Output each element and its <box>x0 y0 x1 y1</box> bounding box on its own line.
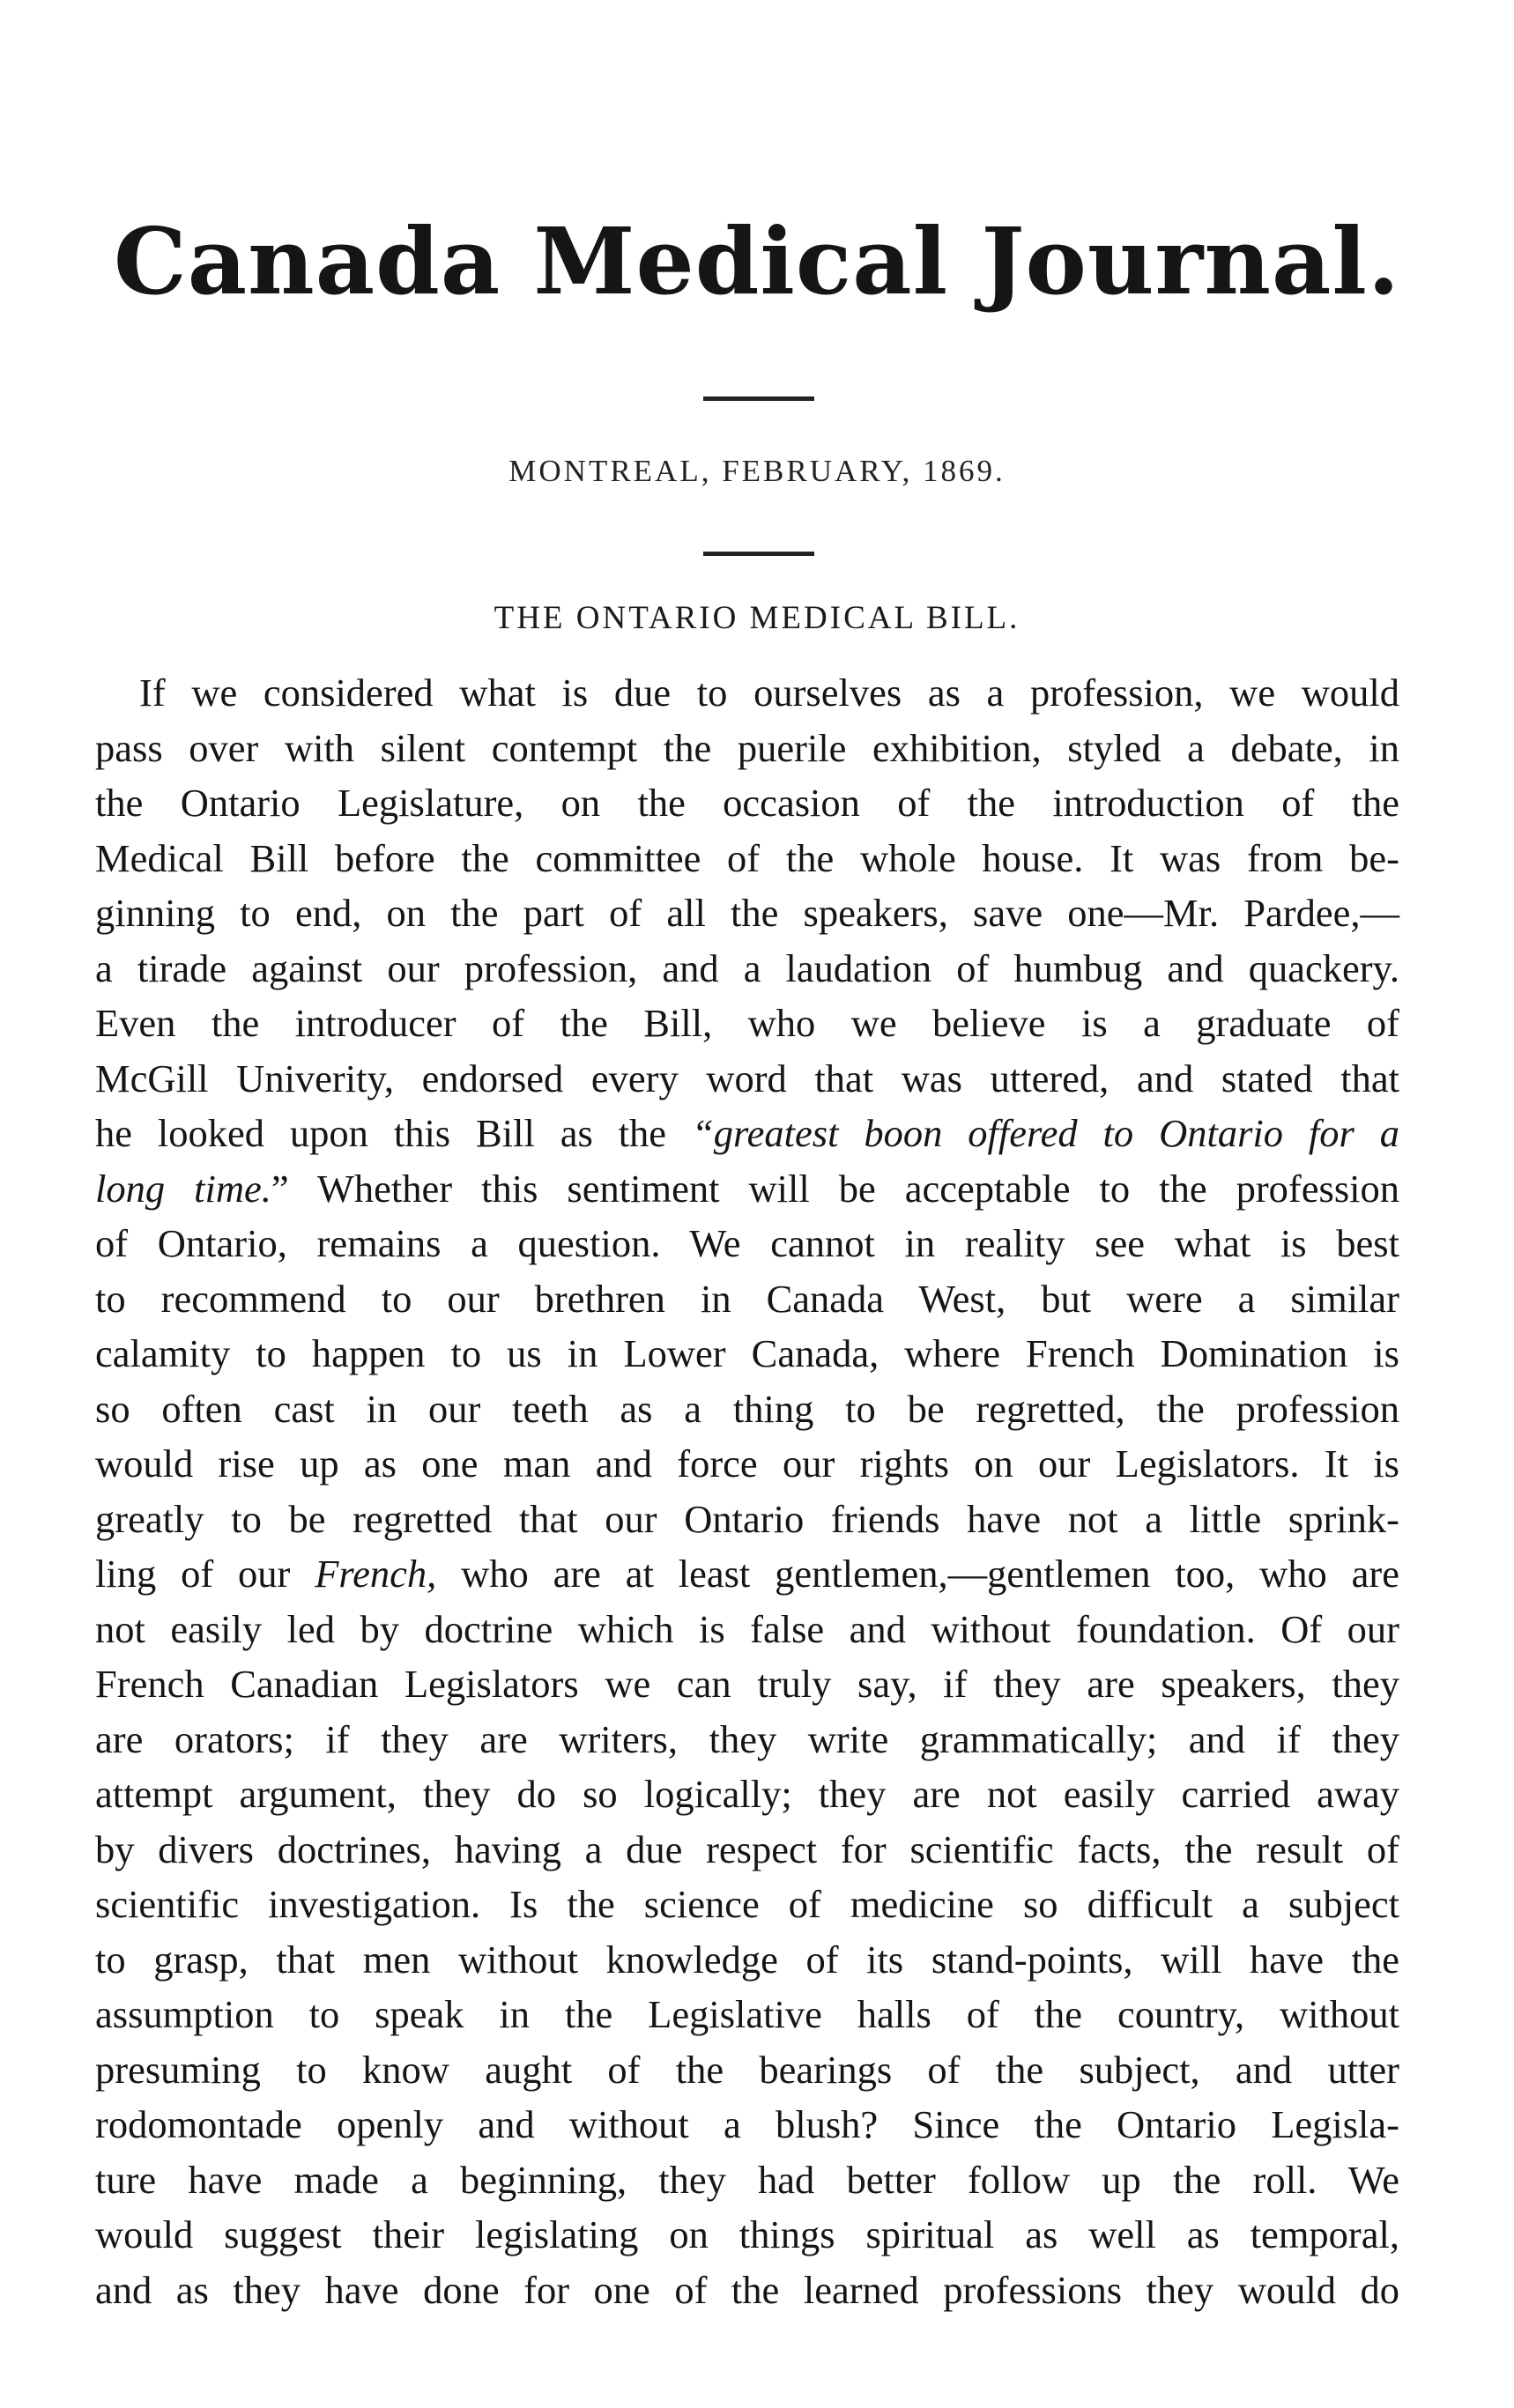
text-line: would rise up as one man and force our rights on our Legislators. It is <box>95 1441 1399 1486</box>
text-line: would suggest their legislating on things spiritual as well as temporal, <box>95 2212 1399 2256</box>
text-line: rodomontade openly and without a blush? Since the Ontario Legisla- <box>95 2102 1399 2146</box>
italic-word: French, <box>315 1552 437 1596</box>
text-line: Even the introducer of the Bill, who we believe is a graduate of <box>95 1001 1399 1045</box>
text-line: to recommend to our brethren in Canada West, but were a similar <box>95 1276 1399 1321</box>
italic-quote: “greatest boon offered to Ontario for a <box>691 1111 1399 1155</box>
text-line: Medical Bill before the committee of the whole house. It was from be- <box>95 835 1399 880</box>
text-line: ture have made a beginning, they had better follow up the roll. We <box>95 2157 1399 2202</box>
text-line: French Canadian Legislators we can truly say, if they are speakers, they <box>95 1662 1399 1706</box>
text-line: greatly to be regretted that our Ontario friends have not a little sprink- <box>95 1496 1399 1541</box>
text-segment: ling of our <box>95 1552 315 1596</box>
journal-masthead: Canada Medical Journal. <box>113 207 1401 315</box>
text-line: calamity to happen to us in Lower Canada, where French Domination is <box>95 1331 1399 1375</box>
text-line: the Ontario Legislature, on the occasion of the introduction of the <box>95 781 1399 825</box>
text-line: a tirade against our profession, and a laudation of humbug and quackery. <box>95 945 1399 990</box>
text-line: of Ontario, remains a question. We cannot in reality see what is best <box>95 1221 1399 1265</box>
text-segment: ” Whether this sentiment will be acceptable to the profession <box>271 1166 1399 1211</box>
text-line <box>95 1546 1399 1602</box>
text-line: not easily led by doctrine which is false and without foundation. Of our <box>95 1606 1399 1651</box>
dateline-rule <box>703 552 814 556</box>
text-line: ginning to end, on the part of all the speakers, save one—Mr. Pardee,— <box>95 891 1399 935</box>
text-line <box>95 1161 1399 1217</box>
text-line: are orators; if they are writers, they write grammatically; and if they <box>95 1716 1399 1761</box>
article-body <box>95 665 1399 2317</box>
text-line <box>95 1106 1399 1161</box>
text-line: attempt argument, they do so logically; they are not easily carried away <box>95 1772 1399 1816</box>
text-segment: who are at least gentlemen,—gentlemen too, who are <box>436 1552 1399 1596</box>
text-line: scientific investigation. Is the science of medicine so difficult a subject <box>95 1882 1399 1926</box>
masthead-rule <box>703 396 814 401</box>
text-line: by divers doctrines, having a due respect for scientific facts, the result of <box>95 1826 1399 1871</box>
text-line: and as they have done for one of the learned professions they would do <box>95 2267 1399 2312</box>
dateline: MONTREAL, FEBRUARY, 1869. <box>508 454 1006 488</box>
text-line: pass over with silent contempt the puerile exhibition, styled a debate, in <box>95 725 1399 770</box>
italic-quote: long time. <box>95 1166 271 1211</box>
text-line: to grasp, that men without knowledge of its stand-points, will have the <box>95 1937 1399 1982</box>
text-line: so often cast in our teeth as a thing to be regretted, the profession <box>95 1386 1399 1431</box>
text-line: presuming to know aught of the bearings of the subject, and utter <box>95 2047 1399 2092</box>
text-line: assumption to speak in the Legislative halls of the country, without <box>95 1992 1399 2036</box>
article-title: THE ONTARIO MEDICAL BILL. <box>494 600 1020 636</box>
text-segment: he looked upon this Bill as the <box>95 1111 692 1155</box>
text-line: McGill Univerity, endorsed every word that was uttered, and stated that <box>95 1056 1399 1100</box>
text-line: If we considered what is due to ourselves as a profession, we would <box>139 671 1399 715</box>
